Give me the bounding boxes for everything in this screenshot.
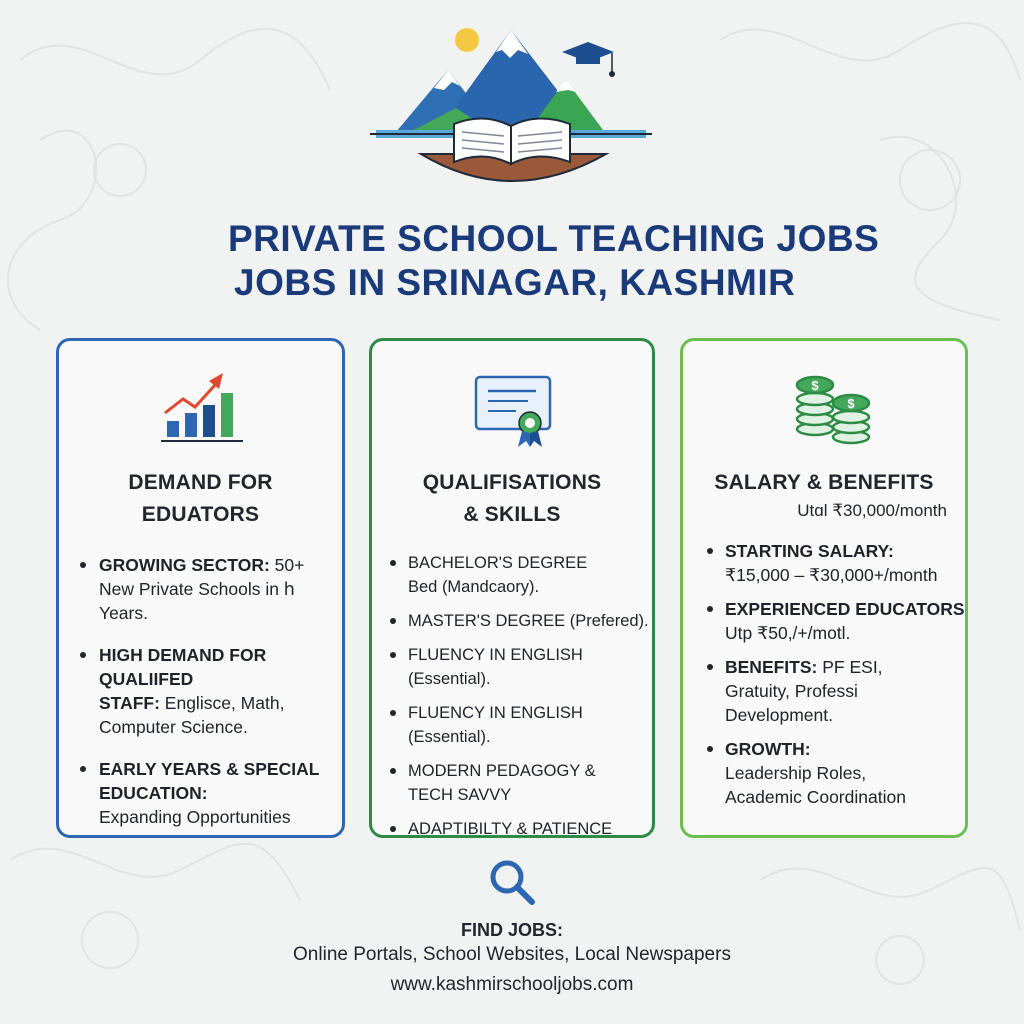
coin-stacks-icon — [791, 371, 875, 451]
item-text: Gratuity, Professi — [725, 681, 858, 701]
item-label: STARTING SALARY: — [725, 541, 894, 561]
list-item — [99, 643, 339, 739]
find-jobs-sources: Online Portals, School Websites, Local Newspapers — [293, 944, 731, 965]
website-link[interactable]: www.kashmirschooljobs.com — [390, 974, 634, 995]
demand-card-title-line2: EDUATORS — [141, 503, 260, 526]
item-label: EARLY YEARS & SPECIAL — [99, 759, 320, 779]
svg-text:$: $ — [847, 396, 855, 411]
salary-card-title: SALARY & BENEFITS — [714, 471, 934, 494]
page-title-line1: PRIVATE SCHOOL TEACHING JOBS — [228, 218, 880, 259]
salary-card-subtitle: Utɑl ₹30,000/month — [797, 501, 947, 520]
item-label: EDUCATION: — [99, 783, 208, 803]
item-text: Leadership Roles, — [725, 763, 867, 783]
list-item — [725, 597, 965, 645]
demand-card-title-line1: DEMAND FOR — [128, 471, 273, 494]
item-text: Development. — [725, 705, 833, 725]
list-item — [408, 817, 654, 841]
list-item — [99, 757, 339, 829]
item-text: MASTER'S DEGREE (Prefered). — [408, 612, 649, 630]
item-text: Computer Science. — [99, 717, 248, 737]
salary-card — [680, 338, 968, 838]
list-item — [408, 643, 654, 691]
item-text: Expanding Opportunities — [99, 807, 291, 827]
qualifications-card-title-line1: QUALIFISATIONS — [422, 471, 602, 494]
list-item — [725, 539, 965, 587]
list-item — [408, 759, 654, 807]
list-item — [725, 737, 965, 809]
item-text: Utp ₹50,/+/motl. — [725, 623, 851, 643]
item-text: FLUENCY IN ENGLISH (Essential). — [408, 646, 583, 688]
item-text: FLUENCY IN ENGLISH (Essential). — [408, 704, 583, 746]
list-item — [725, 655, 965, 727]
item-text: BACHELOR'S DEGREE — [408, 554, 588, 572]
item-text: 50+ — [274, 555, 305, 575]
item-label: HIGH DEMAND FOR QUALIIFED — [99, 645, 267, 689]
qualifications-card-title-line2: & SKILLS — [463, 503, 561, 526]
item-label: EXPERIENCED EDUCATORS — [725, 599, 965, 619]
item-text: New Private Schools in հ — [99, 579, 295, 599]
item-label: GROWTH: — [725, 739, 811, 759]
item-text: Englisce, Math, — [164, 693, 285, 713]
search-icon — [486, 856, 538, 908]
qualifications-card — [369, 338, 655, 838]
demand-card — [56, 338, 345, 838]
list-item — [408, 701, 654, 749]
item-label: GROWING SECTOR: — [99, 555, 270, 575]
item-text: ADAPTIBILTY & PATIENCE — [408, 820, 613, 838]
certificate-icon — [472, 373, 556, 449]
item-text: Years. — [99, 603, 148, 623]
list-item — [408, 551, 654, 599]
item-label: STAFF: — [99, 693, 160, 713]
find-jobs-title: FIND JOBS: — [460, 920, 563, 940]
item-text: ₹15,000 – ₹30,000+/month — [725, 565, 938, 585]
mountain-book-logo-icon — [366, 22, 656, 198]
list-item — [408, 609, 654, 633]
item-text: PF ESI, — [822, 657, 883, 677]
bar-chart-growth-icon — [159, 369, 245, 445]
svg-text:$: $ — [811, 378, 819, 393]
page-title-line2: JOBS IN SRINAGAR, KASHMIR — [234, 262, 796, 303]
list-item — [99, 553, 339, 625]
item-label: BENEFITS: — [725, 657, 818, 677]
item-text: Bed (Mandcaory). — [408, 578, 540, 596]
item-text: Academic Coordination — [725, 787, 906, 807]
item-text: MODERN PEDAGOGY & — [408, 762, 596, 780]
item-text: TECH SAVVY — [408, 786, 512, 804]
